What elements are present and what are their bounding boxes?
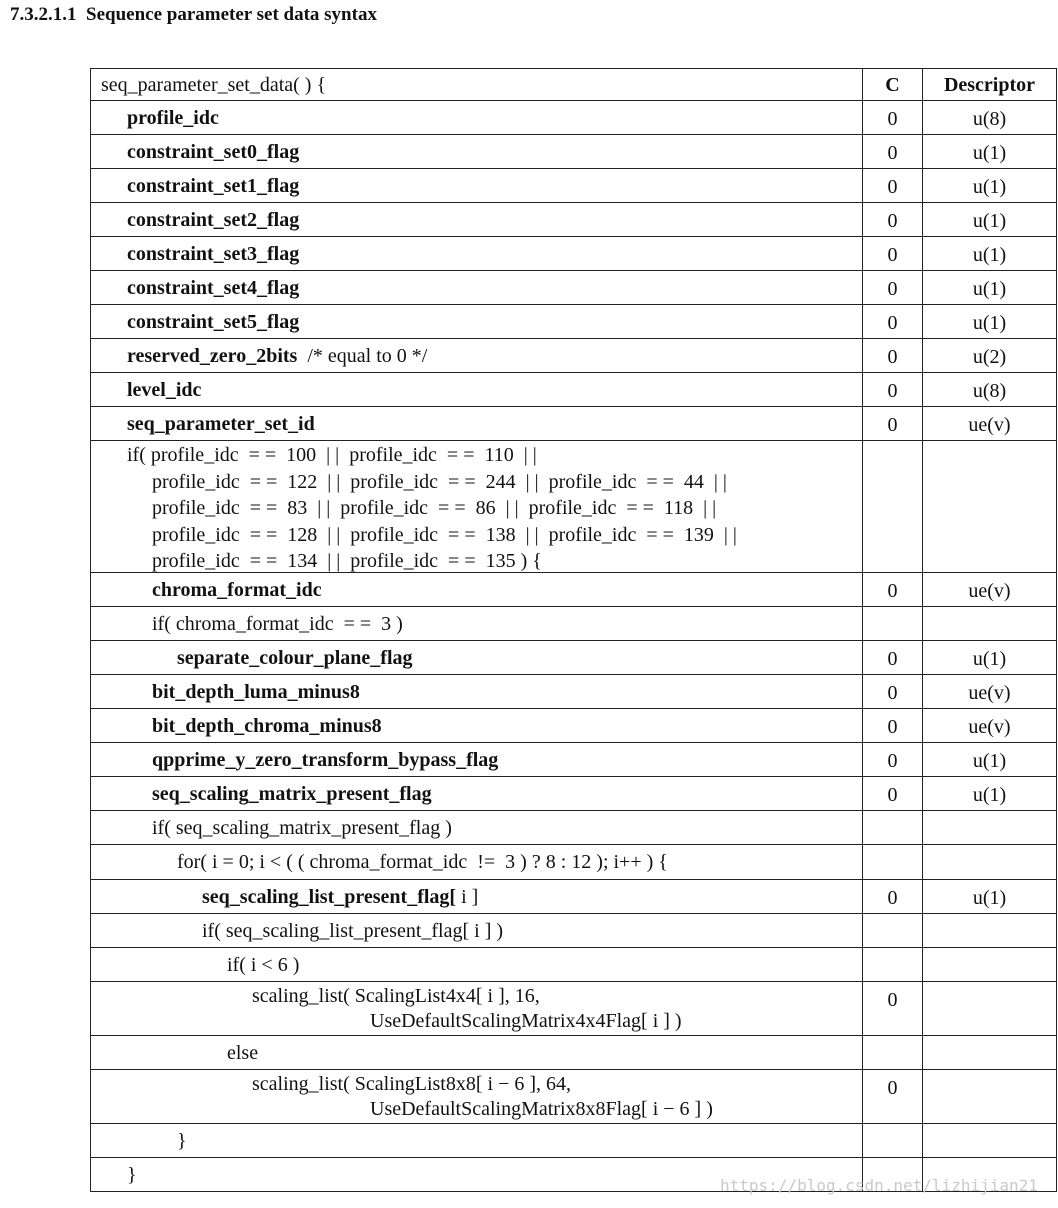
descriptor-value: u(1) <box>972 648 1007 670</box>
category-value: 0 <box>887 414 898 436</box>
closing-brace: } <box>177 1129 187 1152</box>
descriptor-value <box>923 811 1056 844</box>
syntax-statement: scaling_list( ScalingList8x8[ i − 6 ], 64, <box>252 1072 572 1095</box>
table-row <box>91 203 1057 237</box>
syntax-element: constraint_set0_flag <box>127 140 300 163</box>
table-row <box>91 607 1057 641</box>
descriptor-value <box>923 982 1056 1035</box>
syntax-index: i ] <box>456 885 479 908</box>
descriptor-value: ue(v) <box>968 716 1011 738</box>
descriptor-value: u(2) <box>972 346 1007 368</box>
syntax-comment: /* equal to 0 */ <box>307 344 428 367</box>
descriptor-value: ue(v) <box>968 682 1011 704</box>
descriptor-value <box>923 948 1056 981</box>
table-row <box>91 743 1057 777</box>
table-row <box>91 948 1057 982</box>
watermark-url: https://blog.csdn.net/lizhijian21 <box>720 1176 1038 1195</box>
category-value <box>863 1036 922 1069</box>
syntax-element: bit_depth_chroma_minus8 <box>152 714 382 737</box>
category-value: 0 <box>887 244 898 266</box>
category-value: 0 <box>887 887 898 909</box>
descriptor-value: u(1) <box>972 887 1007 909</box>
syntax-element: qpprime_y_zero_transform_bypass_flag <box>152 748 499 771</box>
condition-line: profile_idc = = 83 | | profile_idc = = 86 | | profile_idc = = 118 | | <box>152 497 717 519</box>
syntax-statement: UseDefaultScalingMatrix8x8Flag[ i − 6 ] ) <box>370 1097 713 1120</box>
table-row <box>91 573 1057 607</box>
descriptor-value <box>923 607 1056 640</box>
table-row <box>91 339 1057 373</box>
syntax-element: level_idc <box>127 378 202 401</box>
descriptor-value: u(1) <box>972 210 1007 232</box>
descriptor-value: u(1) <box>972 142 1007 164</box>
table-row <box>91 709 1057 743</box>
syntax-statement: for( i = 0; i < ( ( chroma_format_idc != 3 ) ? 8 : 12 ); i++ ) { <box>177 851 668 873</box>
table-row <box>91 373 1057 407</box>
descriptor-value <box>923 1070 1056 1123</box>
header-c: C <box>885 73 900 96</box>
syntax-statement: if( i < 6 ) <box>227 953 300 976</box>
category-value: 0 <box>887 989 898 1011</box>
descriptor-value: u(8) <box>972 380 1007 402</box>
table-row <box>91 845 1057 880</box>
category-value: 0 <box>887 346 898 368</box>
table-row <box>91 777 1057 811</box>
syntax-element: constraint_set5_flag <box>127 310 300 333</box>
syntax-element: seq_parameter_set_id <box>127 412 315 435</box>
table-row <box>91 407 1057 441</box>
category-value: 0 <box>887 278 898 300</box>
syntax-statement: if( seq_scaling_list_present_flag[ i ] ) <box>202 919 504 942</box>
syntax-element: constraint_set1_flag <box>127 174 300 197</box>
syntax-statement: else <box>227 1041 259 1064</box>
category-value <box>863 1124 922 1157</box>
syntax-element: chroma_format_idc <box>152 578 322 601</box>
descriptor-value <box>923 441 1056 572</box>
category-value: 0 <box>887 750 898 772</box>
category-value <box>863 845 922 879</box>
descriptor-value: u(8) <box>972 108 1007 130</box>
table-row <box>91 675 1057 709</box>
category-value <box>863 441 922 572</box>
descriptor-value <box>923 845 1056 879</box>
section-heading: 7.3.2.1.1 Sequence parameter set data syntax <box>10 4 377 25</box>
table-row <box>91 101 1057 135</box>
category-value: 0 <box>887 380 898 402</box>
table-row <box>91 811 1057 845</box>
table-row <box>91 1070 1057 1124</box>
syntax-table <box>90 68 1057 1192</box>
table-row <box>91 1124 1057 1158</box>
syntax-element: constraint_set4_flag <box>127 276 300 299</box>
category-value: 0 <box>887 142 898 164</box>
descriptor-value: u(1) <box>972 784 1007 806</box>
table-row <box>91 271 1057 305</box>
descriptor-value: u(1) <box>972 312 1007 334</box>
syntax-element: bit_depth_luma_minus8 <box>152 680 360 703</box>
syntax-element: profile_idc <box>127 106 219 129</box>
category-value: 0 <box>887 580 898 602</box>
condition-line: profile_idc = = 134 | | profile_idc = = 135 ) { <box>152 550 542 572</box>
table-row <box>91 169 1057 203</box>
category-value: 0 <box>887 648 898 670</box>
table-row <box>91 441 1057 573</box>
descriptor-value <box>923 914 1056 947</box>
category-value <box>863 811 922 844</box>
category-value <box>863 948 922 981</box>
category-value: 0 <box>887 210 898 232</box>
category-value: 0 <box>887 784 898 806</box>
syntax-statement: if( seq_scaling_matrix_present_flag ) <box>152 816 452 839</box>
descriptor-value <box>923 1124 1056 1157</box>
category-value: 0 <box>887 108 898 130</box>
syntax-element: separate_colour_plane_flag <box>177 646 413 669</box>
table-row <box>91 135 1057 169</box>
category-value: 0 <box>887 176 898 198</box>
table-row <box>91 237 1057 271</box>
syntax-element: seq_scaling_list_present_flag[ <box>202 885 457 908</box>
category-value: 0 <box>887 1077 898 1099</box>
descriptor-value: ue(v) <box>968 580 1011 602</box>
syntax-statement: UseDefaultScalingMatrix4x4Flag[ i ] ) <box>370 1009 682 1032</box>
table-row <box>91 880 1057 914</box>
category-value: 0 <box>887 682 898 704</box>
category-value: 0 <box>887 716 898 738</box>
condition-line: profile_idc = = 122 | | profile_idc = = 244 | | profile_idc = = 44 | | <box>152 470 727 493</box>
descriptor-value: u(1) <box>972 750 1007 772</box>
descriptor-value: u(1) <box>972 176 1007 198</box>
descriptor-value: u(1) <box>972 278 1007 300</box>
table-row <box>91 982 1057 1036</box>
header-syntax: seq_parameter_set_data( ) { <box>101 73 327 96</box>
syntax-element: constraint_set2_flag <box>127 208 300 231</box>
syntax-element: seq_scaling_matrix_present_flag <box>152 782 432 805</box>
category-value <box>863 914 922 947</box>
syntax-element: constraint_set3_flag <box>127 242 300 265</box>
condition-line: profile_idc = = 128 | | profile_idc = = 138 | | profile_idc = = 139 | | <box>152 523 737 546</box>
table-row <box>91 641 1057 675</box>
syntax-statement: scaling_list( ScalingList4x4[ i ], 16, <box>252 984 540 1007</box>
descriptor-value: ue(v) <box>968 414 1011 436</box>
table-header-row <box>91 69 1057 101</box>
closing-brace: } <box>127 1163 137 1186</box>
syntax-statement: if( chroma_format_idc = = 3 ) <box>152 612 403 635</box>
descriptor-value: u(1) <box>972 244 1007 266</box>
table-row <box>91 914 1057 948</box>
descriptor-value <box>923 1036 1056 1069</box>
table-row <box>91 305 1057 339</box>
category-value: 0 <box>887 312 898 334</box>
table-row <box>91 1036 1057 1070</box>
condition-line: if( profile_idc = = 100 | | profile_idc = = 110 | | <box>127 444 537 466</box>
header-descriptor: Descriptor <box>943 73 1036 96</box>
category-value <box>863 607 922 640</box>
syntax-element: reserved_zero_2bits <box>127 344 298 367</box>
